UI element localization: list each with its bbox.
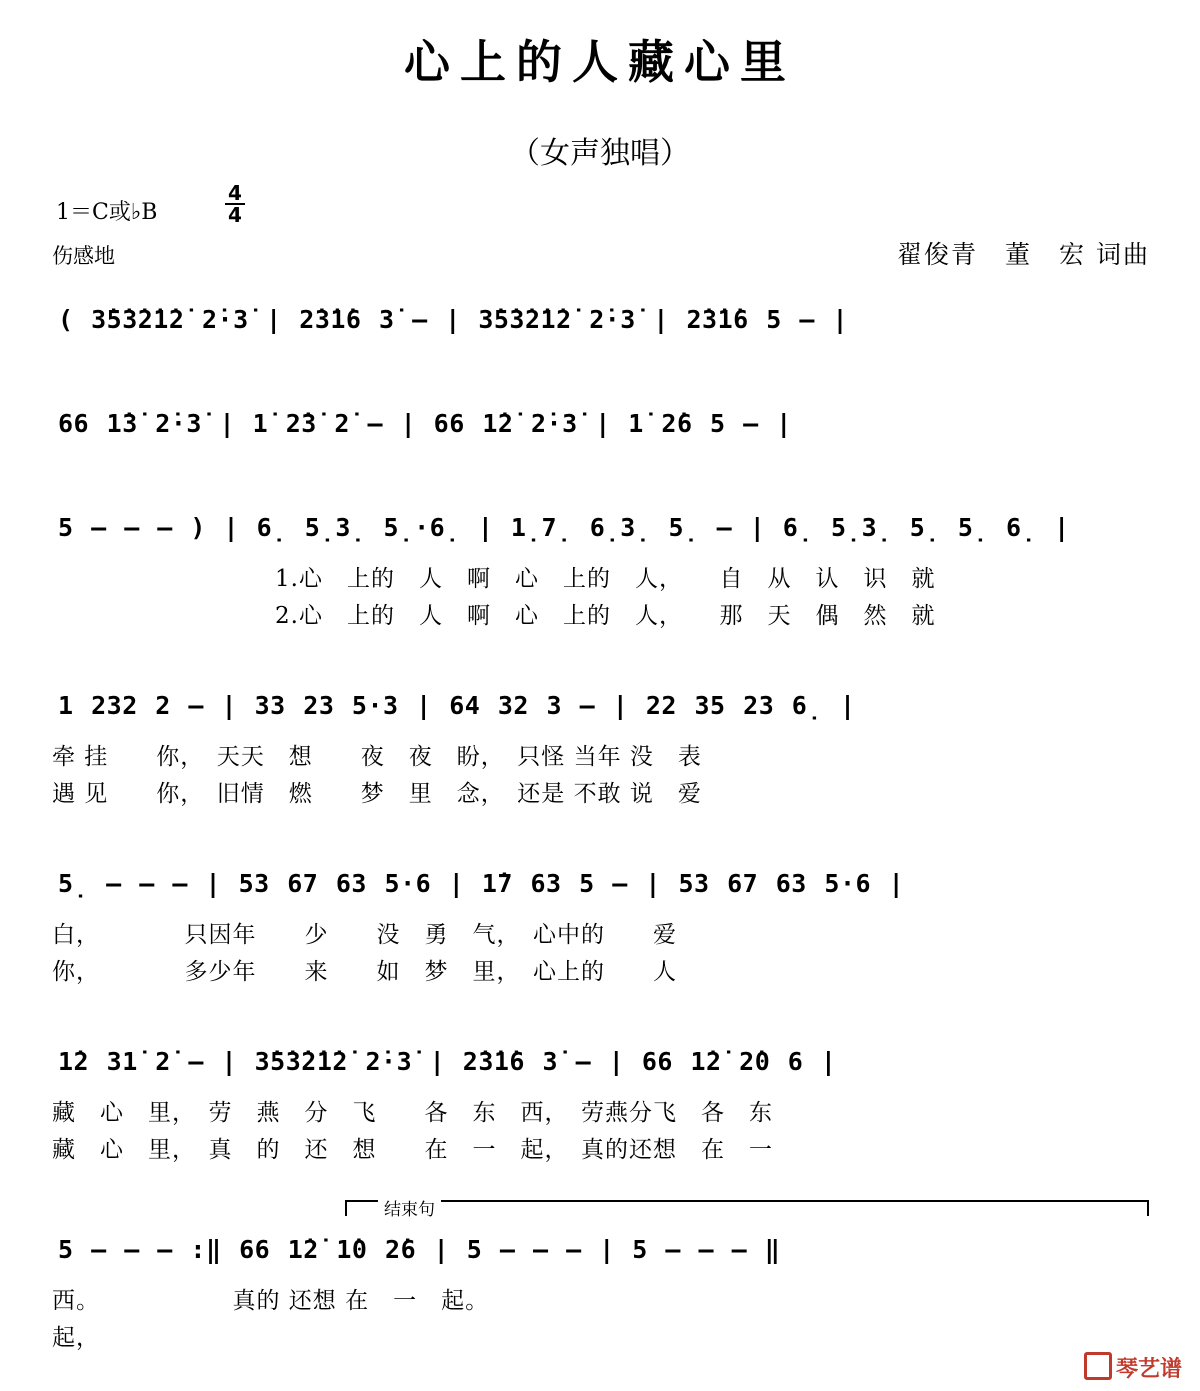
- credits: 翟俊青 董 宏 词曲: [897, 240, 1150, 269]
- lyric-line-6-verse-2: 藏 心 里， 真 的 还 想 在 一 起， 真的还想 在 一: [52, 1137, 773, 1163]
- lyric-line-7-verse-1: 西。 真的 还想 在 一 起。: [52, 1288, 490, 1314]
- song-subtitle: （女声独唱）: [510, 136, 690, 171]
- song-title: 心上的人藏心里: [404, 35, 796, 89]
- music-line-1: ( 3̇5̇3̇2̇1̇2̇ 2̇·3̇ | 2̇3̇1̇6 3̇ – | 3̇5̇3̇2̇1̇2̇ 2̇·3̇ | 2̇3̇1̇6 5 – |: [58, 305, 849, 334]
- music-line-5: 5̣ – – – | 53 67 63 5·6 | 1̇7 63 5 – | 53 67 63 5·6 |: [58, 869, 905, 898]
- time-signature-top: 4: [228, 181, 242, 205]
- lyric-line-7-verse-2: 起，: [52, 1325, 100, 1351]
- lyric-line-5-verse-1: 白， 只因年 少 没 勇 气， 心中的 爱: [52, 922, 677, 948]
- music-line-3: 5 – – – ) | 6̣ 5̣3̣ 5̣·6̣ | 1̣7̣ 6̣3̣ 5̣ – | 6̣ 5̣3̣ 5̣ 5̣ 6̣ |: [58, 513, 1070, 542]
- lyric-line-5-verse-2: 你， 多少年 来 如 梦 里， 心上的 人: [52, 959, 677, 985]
- lyric-line-4-verse-1: 牵 挂 你， 天天 想 夜 夜 盼， 只怪 当年 没 表: [52, 744, 702, 770]
- music-line-7: 5 – – – :‖ 66 1̇2̇ 1̇0 2̇6 | 5 – – – | 5 – – – ‖: [58, 1235, 781, 1264]
- ending-bracket: [345, 1200, 1149, 1216]
- lyric-line-3-verse-2: 2.心 上的 人 啊 心 上的 人， 那 天 偶 然 就: [275, 603, 936, 629]
- time-signature: [222, 183, 248, 225]
- music-line-4: 1 232 2 – | 33 23 5·3 | 64 32 3 – | 22 35 23 6̣ |: [58, 691, 856, 720]
- tempo-marking: 伤感地: [52, 244, 115, 268]
- music-line-2: 66 1̇3̇ 2̇·3̇ | 1̇ 2̇3̇ 2̇ – | 66 1̇2̇ 2̇·3̇ | 1̇ 2̇6 5 – |: [58, 409, 792, 438]
- watermark-text: 琴艺谱: [1115, 1357, 1182, 1382]
- watermark: [1084, 1352, 1182, 1383]
- ending-label: 结束句: [378, 1195, 441, 1220]
- qinyipu-logo-icon: [1084, 1352, 1112, 1380]
- time-signature-bottom: 4: [228, 203, 242, 227]
- lyric-line-4-verse-2: 遇 见 你， 旧情 燃 梦 里 念， 还是 不敢 说 爱: [52, 781, 702, 807]
- lyric-line-6-verse-1: 藏 心 里， 劳 燕 分 飞 各 东 西， 劳燕分飞 各 东: [52, 1100, 773, 1126]
- lyric-line-3-verse-1: 1.心 上的 人 啊 心 上的 人， 自 从 认 识 就: [275, 566, 936, 592]
- key-signature: 1＝C或♭B: [56, 200, 158, 225]
- music-line-6: 1̇2 31̇ 2̇ – | 3̇5̇3̇2̇1̇2̇ 2̇·3̇ | 2̇3̇1̇6 3̇ – | 66 1̇2̇ 2̇0 6 |: [58, 1047, 837, 1076]
